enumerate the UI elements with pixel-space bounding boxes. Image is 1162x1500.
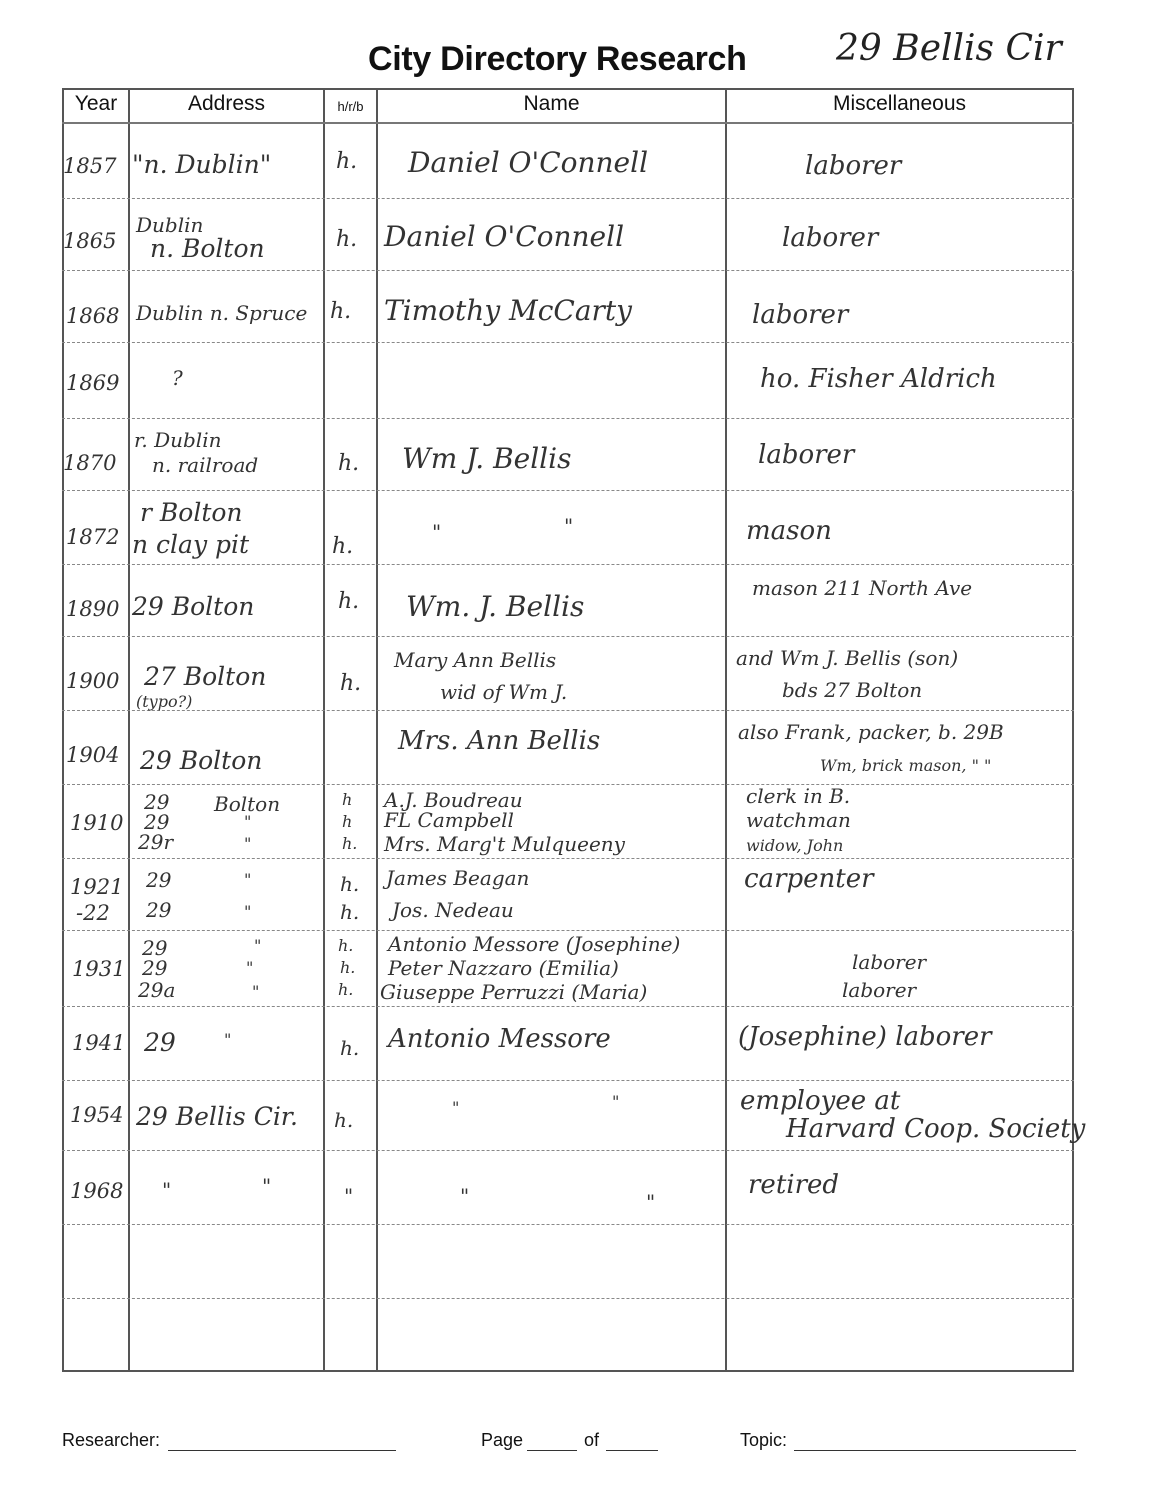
- column-header-hrb: h/r/b: [337, 99, 364, 114]
- misc-cell: mason 211 North Ave: [752, 576, 973, 600]
- year-cell: 1904: [66, 743, 120, 767]
- researcher-field[interactable]: [168, 1450, 396, 1451]
- name-cell: Wm. J. Bellis: [406, 590, 585, 623]
- address-cell: 29: [142, 936, 168, 960]
- column-header-misc: Miscellaneous: [832, 92, 967, 115]
- misc-cell: employee at: [740, 1086, 901, 1116]
- name-cell: A.J. Boudreau: [384, 788, 523, 812]
- misc-cell: laborer: [852, 950, 927, 974]
- hrb-cell: h.: [340, 872, 360, 896]
- address-cell: n. railroad: [152, 453, 259, 477]
- address-ditto: ": [252, 982, 260, 1001]
- row-divider: [62, 710, 1074, 711]
- address-ditto: ": [244, 834, 252, 853]
- misc-cell: widow, John: [746, 836, 844, 855]
- address-cell: n clay pit: [132, 530, 250, 559]
- address-cell: ?: [172, 366, 183, 390]
- misc-cell: Wm, brick mason, " ": [820, 756, 992, 775]
- hrb-cell: h.: [340, 900, 360, 924]
- year-cell: 1910: [70, 811, 124, 835]
- misc-cell: bds 27 Bolton: [782, 678, 923, 702]
- page-total-field[interactable]: [606, 1450, 658, 1451]
- column-header-address: Address: [187, 92, 266, 115]
- name-ditto: ": [564, 514, 574, 538]
- address-ditto: ": [246, 958, 254, 977]
- address-ditto: ": [162, 1178, 172, 1202]
- name-cell: Mrs. Ann Bellis: [398, 726, 601, 756]
- hrb-cell: h.: [340, 1036, 360, 1060]
- year-cell: 1890: [66, 597, 120, 621]
- name-cell: Antonio Messore: [388, 1024, 611, 1054]
- name-ditto: ": [460, 1184, 470, 1208]
- hrb-cell: h: [342, 812, 353, 831]
- address-cell: 29r: [138, 830, 174, 854]
- row-divider: [62, 784, 1074, 785]
- name-cell: Jos. Nedeau: [392, 898, 514, 922]
- year-cell: 1941: [72, 1031, 126, 1055]
- misc-cell: Harvard Coop. Society: [786, 1114, 1086, 1144]
- misc-cell: laborer: [842, 978, 917, 1002]
- misc-cell: (Josephine) laborer: [738, 1022, 992, 1052]
- row-divider: [62, 1150, 1074, 1151]
- page-number-field[interactable]: [527, 1450, 577, 1451]
- year-cell: 1857: [63, 154, 117, 178]
- page-title: City Directory Research: [368, 40, 747, 78]
- hrb-cell: h.: [332, 534, 354, 559]
- address-cell: 29: [142, 956, 168, 980]
- header-divider: [62, 122, 1074, 124]
- hrb-cell: h: [342, 790, 353, 809]
- row-divider: [62, 636, 1074, 637]
- row-divider: [62, 564, 1074, 565]
- address-cell: Dublin n. Spruce: [136, 301, 308, 325]
- year-cell: 1968: [70, 1179, 124, 1203]
- row-divider: [62, 1298, 1074, 1299]
- column-divider: [725, 88, 727, 1372]
- address-cell: 27 Bolton: [144, 662, 267, 691]
- year-cell: 1869: [66, 371, 120, 395]
- row-divider: [62, 418, 1074, 419]
- name-cell: Timothy McCarty: [384, 294, 632, 327]
- hrb-ditto: ": [344, 1184, 354, 1208]
- address-cell: 29: [144, 790, 170, 814]
- address-ditto: ": [224, 1030, 232, 1049]
- year-cell: 1921: [70, 875, 124, 899]
- row-divider: [62, 198, 1074, 199]
- subject-address: 29 Bellis Cir: [836, 28, 1062, 69]
- misc-cell: mason: [746, 516, 832, 546]
- name-cell: Antonio Messore (Josephine): [388, 932, 681, 956]
- year-cell: 1868: [66, 304, 120, 328]
- hrb-cell: h.: [342, 834, 358, 853]
- name-cell: Wm J. Bellis: [402, 442, 572, 475]
- name-ditto: ": [612, 1092, 620, 1111]
- address-ditto: ": [254, 936, 262, 955]
- misc-cell: laborer: [782, 223, 879, 253]
- column-header-year: Year: [74, 92, 118, 115]
- misc-cell: retired: [748, 1170, 840, 1200]
- address-cell: 29a: [138, 978, 176, 1002]
- name-ditto: ": [452, 1098, 460, 1117]
- misc-cell: clerk in B.: [746, 784, 851, 808]
- name-ditto: ": [432, 520, 442, 544]
- name-cell: FL Campbell: [384, 808, 514, 832]
- hrb-cell: h.: [336, 227, 358, 252]
- year-cell: 1931: [72, 957, 126, 981]
- address-cell: 29 Bellis Cir.: [136, 1102, 298, 1131]
- address-cell: 29: [146, 898, 172, 922]
- hrb-cell: h.: [338, 589, 360, 614]
- year-cell: 1872: [66, 525, 120, 549]
- name-cell: Mrs. Marg't Mulqueeny: [384, 832, 625, 856]
- year-cell: 1870: [63, 451, 117, 475]
- misc-cell: laborer: [805, 151, 902, 181]
- researcher-label: Researcher:: [62, 1430, 161, 1450]
- address-ditto: ": [244, 812, 252, 831]
- row-divider: [62, 342, 1074, 343]
- address-cell: 29: [144, 1028, 176, 1057]
- misc-cell: laborer: [758, 440, 855, 470]
- column-header-name: Name: [523, 92, 580, 115]
- name-cell: wid of Wm J.: [440, 680, 568, 704]
- address-ditto: ": [244, 870, 252, 889]
- hrb-cell: h.: [338, 936, 354, 955]
- address-cell: r. Dublin: [134, 428, 222, 452]
- row-divider: [62, 930, 1074, 931]
- address-cell: Dublin: [136, 213, 204, 237]
- name-cell: Peter Nazzaro (Emilia): [388, 956, 619, 980]
- column-divider: [323, 88, 325, 1372]
- year-cell: -22: [76, 901, 110, 925]
- name-cell: Daniel O'Connell: [384, 220, 625, 253]
- row-divider: [62, 858, 1074, 859]
- address-cell: n. Bolton: [150, 234, 265, 263]
- address-cell: "n. Dublin": [132, 150, 272, 179]
- hrb-cell: h.: [330, 299, 352, 324]
- hrb-cell: h.: [338, 980, 354, 999]
- topic-field[interactable]: [794, 1450, 1076, 1451]
- address-cell: 29 Bolton: [140, 746, 263, 775]
- row-divider: [62, 490, 1074, 491]
- hrb-cell: h.: [336, 149, 358, 174]
- year-cell: 1900: [66, 669, 120, 693]
- row-divider: [62, 1006, 1074, 1007]
- year-cell: 1865: [63, 229, 117, 253]
- row-divider: [62, 270, 1074, 271]
- misc-cell: ho. Fisher Aldrich: [760, 364, 997, 394]
- row-divider: [62, 1080, 1074, 1081]
- name-cell: James Beagan: [386, 866, 530, 890]
- hrb-cell: h.: [340, 958, 356, 977]
- page-label: Page: [481, 1430, 524, 1450]
- misc-cell: carpenter: [744, 864, 874, 894]
- row-divider: [62, 1224, 1074, 1225]
- hrb-cell: h.: [334, 1108, 354, 1132]
- address-ditto: ": [244, 902, 252, 921]
- address-cell: 29: [146, 868, 172, 892]
- column-divider: [128, 88, 130, 1372]
- address-cell: 29: [144, 810, 170, 834]
- address-cell: r Bolton: [140, 498, 243, 527]
- of-label: of: [584, 1430, 600, 1450]
- address-cell: 29 Bolton: [132, 592, 255, 621]
- misc-cell: laborer: [752, 300, 849, 330]
- misc-cell: watchman: [746, 808, 851, 832]
- year-cell: 1954: [70, 1103, 124, 1127]
- hrb-cell: h.: [338, 451, 360, 476]
- column-divider: [376, 88, 378, 1372]
- name-cell: Mary Ann Bellis: [394, 648, 557, 672]
- address-cell: Bolton: [214, 792, 281, 816]
- hrb-cell: h.: [340, 671, 362, 696]
- topic-label: Topic:: [740, 1430, 788, 1450]
- name-cell: Giuseppe Perruzzi (Maria): [380, 980, 648, 1004]
- misc-cell: and Wm J. Bellis (son): [736, 646, 959, 670]
- name-ditto: ": [646, 1190, 656, 1214]
- address-note: (typo?): [136, 692, 193, 711]
- address-ditto: ": [262, 1174, 272, 1198]
- misc-cell: also Frank, packer, b. 29B: [738, 720, 1004, 744]
- name-cell: Daniel O'Connell: [408, 146, 649, 179]
